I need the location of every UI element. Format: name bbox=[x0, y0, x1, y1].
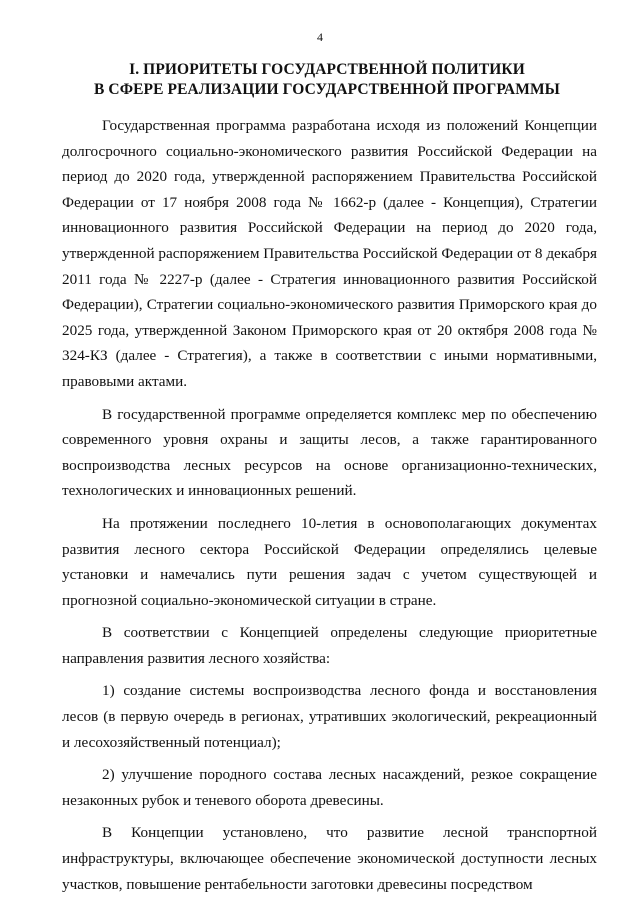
paragraph-3: На протяжении последнего 10-летия в основополагающих документах развития лесного сектора Российской Федерации определялись целевые установки и намечались пути решения задач с учетом существующей и прогнозной социально-экономической ситуации в стране. bbox=[62, 514, 597, 609]
body-text bbox=[62, 113, 597, 904]
paragraph-4: В соответствии с Концепцией определены следующие приоритетные направления развития лесного хозяйства: bbox=[62, 624, 597, 667]
paragraph-7: В Концепции установлено, что развитие лесной транспортной инфраструктуры, включающее обеспечение экономической доступности лесных участков, повышение рентабельности заготовки древесины посредством bbox=[62, 824, 597, 893]
paragraph-2: В государственной программе определяется комплекс мер по обеспечению современного уровня охраны и защиты лесов, а также гарантированного воспроизводства лесных ресурсов на основе организационно-технических, технологических и инновационных решений. bbox=[62, 405, 597, 500]
section-heading-line-1: I. ПРИОРИТЕТЫ ГОСУДАРСТВЕННОЙ ПОЛИТИКИ bbox=[129, 61, 525, 78]
paragraph-5: 1) создание системы воспроизводства лесного фонда и восстановления лесов (в первую очередь в регионах, утративших экологический, рекреационный и лесохозяйственный потенциал); bbox=[62, 682, 597, 751]
paragraph-1: Государственная программа разработана исходя из положений Концепции долгосрочного социально-экономического развития Российской Федерации на период до 2020 года, утвержденной распоряжением Правительства Российской Федерации от 17 ноября 2008 года № 1662-р (далее - Концепция), Стратегии инновационного развития Российской Федерации на период до 2020 года, утвержденной распоряжением Правительства Российской Федерации от 8 декабря 2011 года № 2227-р (далее - Стратегия инновационного развития Российской Федерации), Стратегии социально-экономического развития Приморского края до 2025 года, утвержденной Законом Приморского края от 20 октября 2008 года № 324-КЗ (далее - Стратегия), а также в соответствии с иными нормативными, правовыми актами. bbox=[62, 117, 597, 390]
paragraph-6: 2) улучшение породного состава лесных насаждений, резкое сокращение незаконных рубок и теневого оборота древесины. bbox=[62, 766, 597, 809]
section-heading-line-2: В СФЕРЕ РЕАЛИЗАЦИИ ГОСУДАРСТВЕННОЙ ПРОГРАММЫ bbox=[93, 81, 561, 98]
section-heading bbox=[62, 60, 592, 100]
page-number: 4 bbox=[317, 30, 323, 44]
